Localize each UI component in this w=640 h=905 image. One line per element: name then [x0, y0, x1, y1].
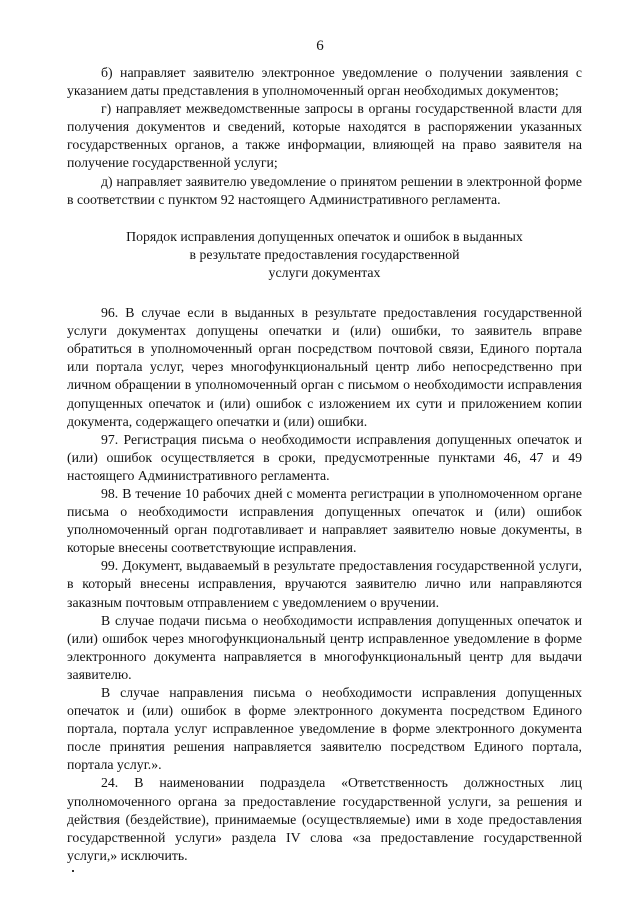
document-body — [67, 64, 582, 865]
paragraph-98: 98. В течение 10 рабочих дней с момента регистрации в уполномоченном органе письма о необходимости исправления допущенных опечаток и (или) ошибок уполномоченный орган подготавливает и направляет заявителю новые документы, в которые внесены соответствующие исправления. — [67, 485, 582, 556]
paragraph-mfc-correction: В случае подачи письма о необходимости исправления допущенных опечаток и (или) ошибок через многофункциональный центр исправленное уведомление в форме электронного документа направляется в многофункциональный центр для выдачи заявителю. — [67, 612, 582, 682]
page-number: 6 — [316, 38, 324, 54]
paragraph-g: г) направляет межведомственные запросы в органы государственной власти для получения документов и сведений, которые находятся в распоряжении указанных государственных органов, а также информации, влияющей на право заявителя на получение государственной услуги; — [67, 101, 582, 171]
paragraph-b: б) направляет заявителю электронное уведомление о получении заявления с указанием даты представления в уполномоченный орган необходимых документов; — [67, 65, 582, 99]
section-heading-line-1: Порядок исправления допущенных опечаток и ошибок в выданных — [126, 228, 523, 244]
scan-dot — [72, 870, 74, 872]
paragraph-99: 99. Документ, выдаваемый в результате предоставления государственной услуги, в который внесены исправления, вручаются заявителю лично или направляются заказным почтовым отправлением с уведомлением о вручении. — [67, 558, 582, 610]
section-heading-line-3: услуги документах — [268, 264, 381, 280]
section-heading — [67, 228, 582, 282]
paragraph-97: 97. Регистрация письма о необходимости исправления допущенных опечаток и (или) ошибок осуществляется в сроки, предусмотренные пунктами 46, 47 и 49 настоящего Административного регламента. — [67, 431, 582, 483]
paragraph-electronic-correction: В случае направления письма о необходимости исправления допущенных опечаток и (или) ошибок в форме электронного документа посредством Единого портала, портала услуг исправленное уведомление в форме электронного документа после принятия решения направляется заявителю посредством Единого портала, портала услуг.». — [67, 685, 582, 773]
section-heading-line-2: в результате предоставления государственной — [189, 246, 460, 262]
paragraph-24: 24. В наименовании подраздела «Ответственность должностных лиц уполномоченного органа за предоставление государственной услуги, за решения и действия (бездействие), принимаемые (осуществляемые) ими в ходе предоставления государственной услуги» раздела IV слова «за предоставление государственной услуги,» исключить. — [67, 775, 582, 863]
paragraph-96: 96. В случае если в выданных в результате предоставления государственной услуги документах допущены опечатки и (или) ошибки, то заявитель вправе обратиться в уполномоченный орган посредством почтовой связи, Единого портала или портала услуг, через многофункциональный центр либо непосредственно при личном обращении в уполномоченный орган с письмом о необходимости исправления допущенных опечаток и (или) ошибок с изложением их сути и приложением копии документа, содержащего опечатки и (или) ошибки. — [67, 305, 582, 429]
paragraph-d: д) направляет заявителю уведомление о принятом решении в электронной форме в соответствии с пунктом 92 настоящего Административного регламента. — [67, 173, 582, 207]
